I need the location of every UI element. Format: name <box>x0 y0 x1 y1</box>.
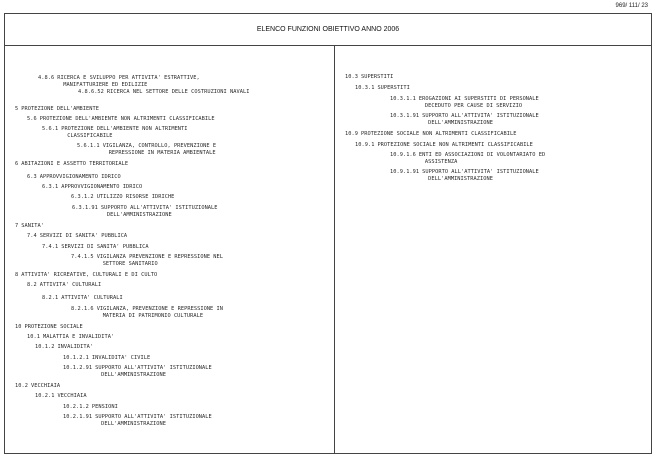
function-label <box>107 89 250 96</box>
function-entry <box>42 244 149 251</box>
function-label <box>101 205 218 219</box>
function-entry <box>15 106 99 113</box>
document-frame <box>4 13 652 454</box>
function-entry <box>35 344 93 351</box>
document-title: ELENCO FUNZIONI OBIETTIVO ANNO 2006 <box>5 14 651 46</box>
function-label-line: APPROVVIGIONAMENTO IDRICO <box>39 174 121 180</box>
function-label-line: MANIFATTURIERE ED EDILIZIE <box>63 81 148 88</box>
function-label-line: EROGAZIONI AI SUPERSTITI DI PERSONALE <box>418 96 539 102</box>
function-entry <box>15 324 83 331</box>
function-label-line: APPROVVIGIONAMENTO IDRICO <box>61 184 143 190</box>
function-label <box>95 414 212 428</box>
function-code: 8.2.1.6 <box>71 306 94 312</box>
function-label <box>92 355 150 362</box>
function-label-line: PROTEZIONE SOCIALE NON ALTRIMENTI CLASSIFICABILE <box>377 142 533 148</box>
function-code: 8.2 <box>27 282 37 288</box>
function-label-line: REPRESSIONE IN MATERIA AMBIENTALE <box>108 149 216 156</box>
function-label-line: RICERCA E SVILUPPO PER ATTIVITA' ESTRATTIVE, <box>57 75 200 81</box>
function-entry <box>72 205 218 219</box>
function-label-line: DECEDUTO PER CAUSE DI SERVIZIO <box>424 102 523 109</box>
function-label-line: PENSIONI <box>91 404 118 410</box>
function-code: 5.6.1 <box>42 126 59 132</box>
function-label <box>422 169 539 183</box>
function-code: 5.6.1.1 <box>77 143 100 149</box>
function-label <box>61 295 123 302</box>
function-entry <box>27 233 127 240</box>
function-label <box>95 365 212 379</box>
function-label <box>40 116 215 123</box>
function-label-line: SUPPORTO ALL'ATTIVITA' ISTITUZIONALE <box>95 414 212 420</box>
function-label <box>43 334 114 341</box>
function-label <box>361 131 516 138</box>
function-label <box>21 106 99 113</box>
function-code: 10.1.2.91 <box>63 365 93 371</box>
function-label-line: VIGILANZA, CONTROLLO, PREVENZIONE E <box>102 143 217 149</box>
function-code: 6.3.1.2 <box>71 194 94 200</box>
function-label-line: UTILIZZO RISORSE IDRICHE <box>96 194 175 200</box>
function-code: 7.4.1.5 <box>71 254 94 260</box>
function-label <box>57 75 200 89</box>
function-label <box>31 383 60 390</box>
function-code: 4.8.6.52 <box>78 89 104 95</box>
function-entry <box>78 89 249 96</box>
function-label-line: ENTI ED ASSOCIAZIONI DI VOLONTARIATO ED <box>418 152 546 158</box>
function-entry <box>27 334 114 341</box>
function-label <box>97 254 223 268</box>
function-code: 6.3.1 <box>42 184 59 190</box>
function-label <box>21 161 128 168</box>
function-label <box>103 143 216 157</box>
function-label-line: ATTIVITA' CULTURALI <box>39 282 102 288</box>
function-code: 10.3.1 <box>355 85 375 91</box>
function-entry <box>63 355 150 362</box>
function-code: 10.2 <box>15 383 28 389</box>
function-label <box>422 113 539 127</box>
function-entry <box>63 414 212 428</box>
function-label-line: SUPPORTO ALL'ATTIVITA' ISTITUZIONALE <box>422 169 539 175</box>
function-entry <box>71 254 223 268</box>
function-label-line: MATERIA DI PATRIMONIO CULTURALE <box>102 312 204 319</box>
function-code: 10.1 <box>27 334 40 340</box>
function-label <box>419 152 545 166</box>
function-label <box>61 126 187 140</box>
function-label <box>361 74 393 81</box>
function-entry <box>35 393 87 400</box>
function-entry <box>38 75 200 89</box>
function-label <box>61 244 148 251</box>
function-code: 10.1.2 <box>35 344 55 350</box>
function-entry <box>42 184 142 191</box>
function-entry <box>15 383 60 390</box>
function-label <box>24 324 82 331</box>
function-label-line: MALATTIA E INVALIDITA' <box>42 334 115 340</box>
function-code: 10.9.1 <box>355 142 375 148</box>
function-label-line: ATTIVITA' CULTURALI <box>61 295 123 301</box>
function-code: 10.3 <box>345 74 358 80</box>
function-entry <box>42 126 188 140</box>
function-label <box>97 306 223 320</box>
function-code: 10.2.1.2 <box>63 404 89 410</box>
function-entry <box>15 223 44 230</box>
function-label <box>40 233 127 240</box>
function-code: 5 <box>15 106 19 112</box>
function-label-line: PROTEZIONE DELL'AMBIENTE NON ALTRIMENTI <box>61 126 188 132</box>
function-label-line: SERVIZI DI SANITA' PUBBLICA <box>61 244 149 250</box>
function-code: 7.4 <box>27 233 37 239</box>
function-code: 6 <box>15 161 19 167</box>
function-code: 10.3.1.1 <box>390 96 416 102</box>
function-label-line: PROTEZIONE DELL'AMBIENTE <box>21 106 99 112</box>
function-code: 7.4.1 <box>42 244 59 250</box>
function-label-line: CLASSIFICABILE <box>67 132 113 139</box>
function-code: 8.2.1 <box>42 295 59 301</box>
function-code: 5.6 <box>27 116 37 122</box>
function-label-line: DELL'AMMINISTRAZIONE <box>428 175 493 182</box>
function-entry <box>390 169 539 183</box>
function-entry <box>355 142 533 149</box>
function-entry <box>15 161 128 168</box>
function-label-line: VECCHIAIA <box>30 383 61 389</box>
function-label-line: PROTEZIONE DELL'AMBIENTE NON ALTRIMENTI CLASSIFICABILE <box>39 116 215 122</box>
function-entry <box>390 113 539 127</box>
function-label-line: SETTORE SANITARIO <box>102 260 158 267</box>
function-label <box>61 184 142 191</box>
function-code: 10.2.1.91 <box>63 414 93 420</box>
function-label-line: PROTEZIONE SOCIALE <box>24 324 83 330</box>
function-entry <box>27 282 101 289</box>
function-code: 6.3.1.91 <box>72 205 98 211</box>
function-label-line: ASSISTENZA <box>424 158 458 165</box>
function-label <box>57 393 86 400</box>
function-label <box>21 272 157 279</box>
function-entry <box>71 306 223 320</box>
function-label <box>97 194 175 201</box>
function-label-line: PROTEZIONE SOCIALE NON ALTRIMENTI CLASSIFICABILE <box>360 131 517 137</box>
function-entry <box>345 131 516 138</box>
function-label-line: SERVIZI DI SANITA' PUBBLICA <box>39 233 128 239</box>
function-label-line: VIGILANZA, PREVENZIONE E REPRESSIONE IN <box>96 306 224 312</box>
function-label-line: DELL'AMMINISTRAZIONE <box>101 420 166 427</box>
function-label <box>40 174 121 181</box>
function-entry <box>63 365 212 379</box>
function-label <box>57 344 93 351</box>
right-column <box>335 45 651 453</box>
function-label-line: RICERCA NEL SETTORE DELLE COSTRUZIONI NAVALI <box>106 89 250 95</box>
function-entry <box>77 143 216 157</box>
function-label <box>377 85 409 92</box>
function-label <box>21 223 44 230</box>
page-number: 969/ 111/ 23 <box>615 3 648 9</box>
function-label-line: DELL'AMMINISTRAZIONE <box>101 371 166 378</box>
function-code: 8 <box>15 272 19 278</box>
function-entry <box>390 96 539 110</box>
function-entry <box>15 272 157 279</box>
function-code: 6.3 <box>27 174 37 180</box>
function-label-line: VECCHIAIA <box>57 393 87 399</box>
function-label-line: ABITAZIONI E ASSETTO TERRITORIALE <box>21 161 129 167</box>
function-code: 10.9.1.91 <box>390 169 420 175</box>
function-label-line: SUPPORTO ALL'ATTIVITA' ISTITUZIONALE <box>100 205 218 211</box>
function-entry <box>71 194 174 201</box>
function-code: 10.3.1.91 <box>390 113 420 119</box>
function-label-line: ATTIVITA' RICREATIVE, CULTURALI E DI CULTO <box>21 272 158 278</box>
function-label-line: INVALIDITA' <box>57 344 94 350</box>
function-code: 10 <box>15 324 22 330</box>
function-label-line: INVALIDITA' CIVILE <box>91 355 151 361</box>
function-entry <box>42 295 123 302</box>
function-label-line: DELL'AMMINISTRAZIONE <box>106 211 172 218</box>
function-label <box>419 96 539 110</box>
left-column <box>5 45 334 453</box>
function-entry <box>345 74 393 81</box>
function-label-line: SUPPORTO ALL'ATTIVITA' ISTITUZIONALE <box>422 113 539 119</box>
function-label-line: SUPERSTITI <box>360 74 394 80</box>
function-label-line: SUPPORTO ALL'ATTIVITA' ISTITUZIONALE <box>95 365 212 371</box>
function-entry <box>390 152 545 166</box>
function-label-line: SUPERSTITI <box>377 85 410 91</box>
function-code: 7 <box>15 223 19 229</box>
function-code: 4.8.6 <box>38 75 55 81</box>
function-entry <box>27 174 121 181</box>
function-label <box>40 282 102 289</box>
function-label-line: SANITA' <box>21 223 44 229</box>
function-code: 10.1.2.1 <box>63 355 89 361</box>
function-label-line: VIGILANZA PREVENZIONE E REPRESSIONE NEL <box>96 254 224 260</box>
function-label-line: DELL'AMMINISTRAZIONE <box>428 119 493 126</box>
function-code: 10.2.1 <box>35 393 55 399</box>
function-label <box>92 404 118 411</box>
function-entry <box>355 85 410 92</box>
function-label <box>377 142 532 149</box>
function-code: 10.9.1.6 <box>390 152 416 158</box>
function-code: 10.9 <box>345 131 358 137</box>
function-entry <box>63 404 118 411</box>
function-entry <box>27 116 215 123</box>
